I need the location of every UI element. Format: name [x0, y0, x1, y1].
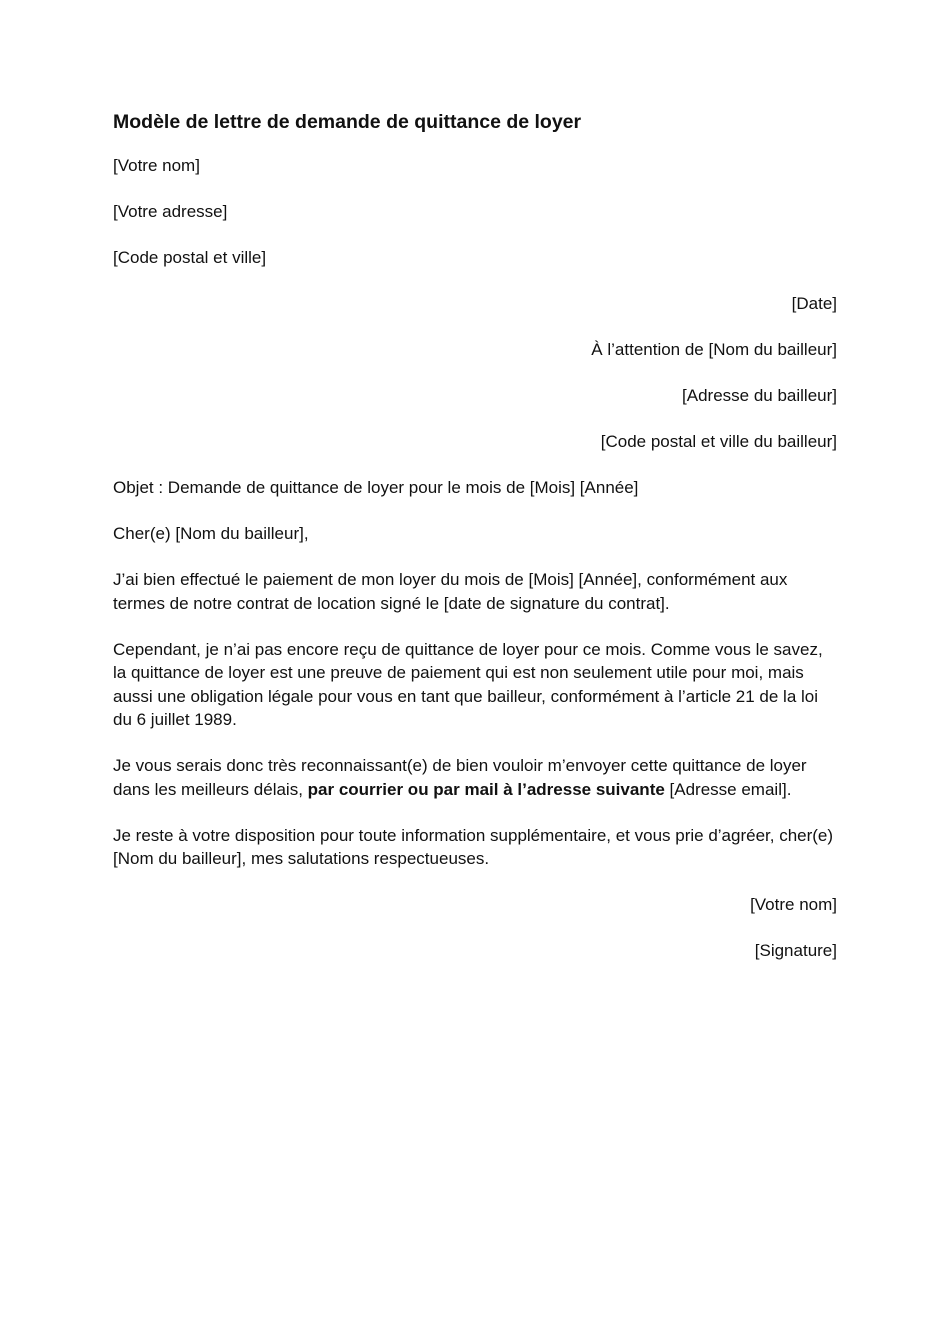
sender-address: [Votre adresse]	[113, 202, 228, 221]
request-text-end: [Adresse email].	[664, 779, 792, 799]
letter-date: [Date]	[791, 294, 837, 313]
letter-salutation: Cher(e) [Nom du bailleur],	[113, 524, 309, 543]
letter-subject: Objet : Demande de quittance de loyer pour le mois de [Mois] [Année]	[113, 478, 639, 497]
request-text-bold: par courrier ou par mail à l’adresse suivante	[307, 779, 665, 799]
paragraph-request	[113, 754, 837, 801]
request-text-start: Je vous serais donc très reconnaissant(e) de bien vouloir m’envoyer cette quittance de loyer dans les meilleurs délais,	[113, 756, 807, 799]
recipient-address: [Adresse du bailleur]	[682, 386, 837, 405]
recipient-attention: À l’attention de [Nom du bailleur]	[591, 340, 837, 359]
recipient-city: [Code postal et ville du bailleur]	[600, 432, 837, 451]
paragraph-closing: Je reste à votre disposition pour toute information supplémentaire, et vous prie d’agréer, cher(e) [Nom du bailleur], mes salutations respectueuses.	[113, 825, 834, 868]
recipient-block	[113, 338, 837, 454]
sender-city: [Code postal et ville]	[113, 248, 267, 267]
paragraph-missing-receipt: Cependant, je n’ai pas encore reçu de quittance de loyer pour ce mois. Comme vous le savez, la quittance de loyer est une preuve de paiement qui est non seulement utile pour moi, mais aussi une obligation légale pour vous en tant que bailleur, conformément à l’article 21 de la loi du 6 juillet 1989.	[113, 639, 823, 729]
sender-block	[113, 154, 837, 270]
letter-body	[113, 108, 837, 985]
closing-signature: [Signature]	[754, 941, 837, 960]
document-title: Modèle de lettre de demande de quittance de loyer	[113, 111, 582, 133]
sender-name: [Votre nom]	[113, 156, 200, 175]
closing-name: [Votre nom]	[750, 895, 837, 914]
paragraph-payment: J’ai bien effectué le paiement de mon loyer du mois de [Mois] [Année], conformément aux termes de notre contrat de location signé le [date de signature du contrat].	[113, 570, 788, 613]
